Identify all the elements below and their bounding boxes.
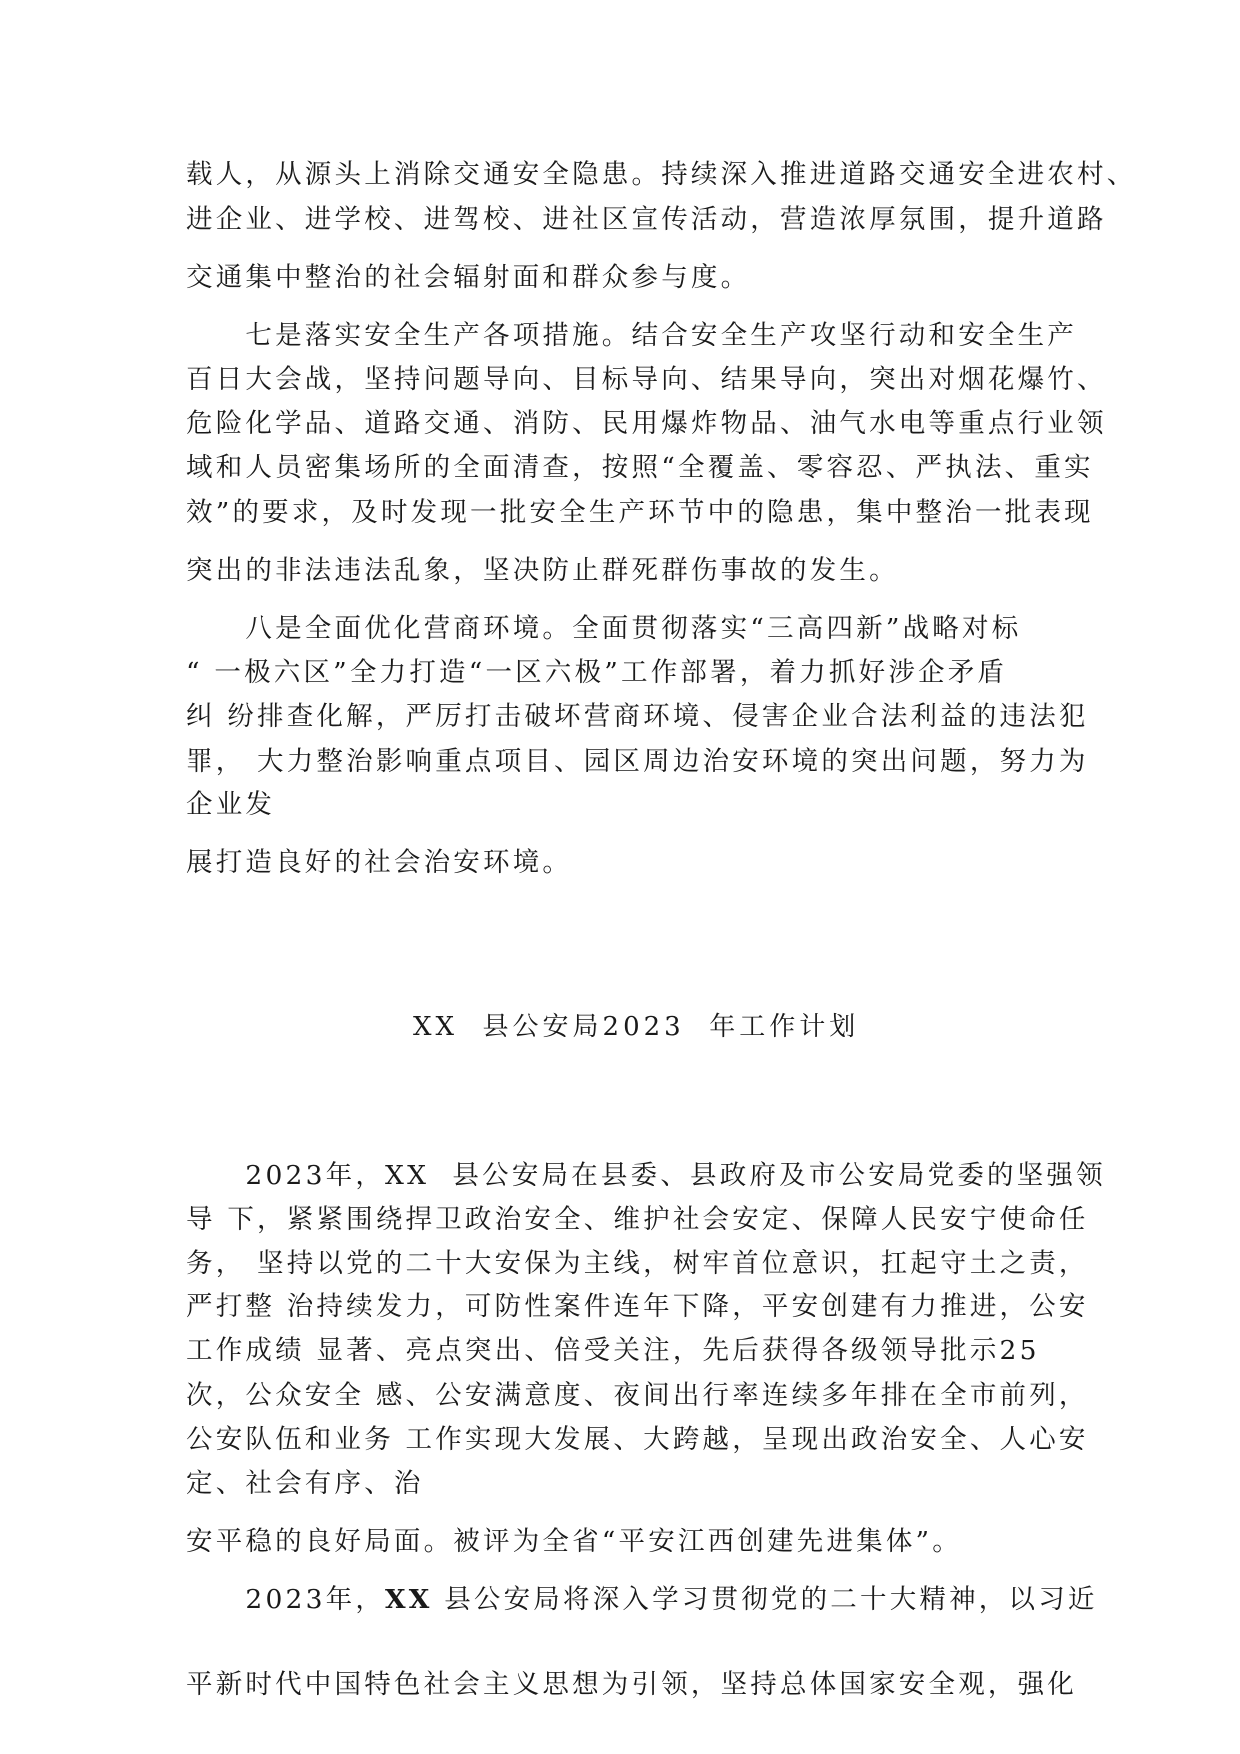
paragraph-line: 定、社会有序、治	[186, 1468, 424, 1499]
paragraph-line: 企业发	[186, 789, 276, 820]
paragraph-line: 平新时代中国特色社会主义思想为引领，坚持总体国家安全观，强化	[186, 1669, 1077, 1700]
paragraph-line: 务， 坚持以党的二十大安保为主线，树牢首位意识，扛起守土之责，	[186, 1248, 1089, 1279]
paragraph-line: 纠 纷排查化解，严厉打击破坏营商环境、侵害企业合法利益的违法犯	[186, 701, 1089, 732]
paragraph-line: 八是全面优化营商环境。全面贯彻落实“三高四新”战略对标	[186, 613, 1022, 644]
paragraph-line: 危险化学品、道路交通、消防、民用爆炸物品、油气水电等重点行业领	[186, 408, 1107, 439]
paragraph-line: 域和人员密集场所的全面清查，按照“全覆盖、零容忍、严执法、重实	[186, 452, 1094, 483]
paragraph-line: 工作成绩 显著、亮点突出、倍受关注，先后获得各级领导批示25	[186, 1335, 1040, 1366]
paragraph-line: 2023年，XX 县公安局在县委、县政府及市公安局党委的坚强领	[186, 1160, 1106, 1191]
paragraph-line: “ 一极六区”全力打造“一区六极”工作部署，着力抓好涉企矛盾	[186, 657, 1008, 688]
line-segment: 2023年，	[186, 1584, 386, 1615]
county-name-bold: XX	[385, 1584, 433, 1615]
paragraph-line: 进企业、进学校、进驾校、进社区宣传活动，营造浓厚氛围，提升道路	[186, 204, 1107, 235]
paragraph-line: 导 下，紧紧围绕捍卫政治安全、维护社会安定、保障人民安宁使命任	[186, 1204, 1089, 1235]
paragraph-line: 严打整 治持续发力，可防性案件连年下降，平安创建有力推进，公安	[186, 1291, 1089, 1322]
paragraph-line: 罪， 大力整治影响重点项目、园区周边治安环境的突出问题，努力为	[186, 746, 1089, 777]
paragraph-line: 公安队伍和业务 工作实现大发展、大跨越，呈现出政治安全、人心安	[186, 1424, 1089, 1455]
line-segment: 县公安局将深入学习贯彻党的二十大精神，以习近	[432, 1584, 1098, 1615]
paragraph-line: 交通集中整治的社会辐射面和群众参与度。	[186, 262, 751, 293]
paragraph-line: 次，公众安全 感、公安满意度、夜间出行率连续多年排在全市前列，	[186, 1380, 1089, 1411]
paragraph-line: 安平稳的良好局面。被评为全省“平安江西创建先进集体”。	[186, 1526, 962, 1557]
paragraph-line: 百日大会战，坚持问题导向、目标导向、结果导向，突出对烟花爆竹、	[186, 364, 1107, 395]
paragraph-line	[186, 1584, 1098, 1615]
paragraph-line: 七是落实安全生产各项措施。结合安全生产攻坚行动和安全生产	[186, 320, 1077, 351]
paragraph-line: 突出的非法违法乱象，坚决防止群死群伤事故的发生。	[186, 555, 899, 586]
paragraph-line: 效”的要求，及时发现一批安全生产环节中的隐患，集中整治一批表现	[186, 497, 1094, 528]
paragraph-line: 展打造良好的社会治安环境。	[186, 847, 573, 878]
page-title: XX 县公安局2023 年工作计划	[413, 1012, 860, 1042]
paragraph-line: 载人，从源头上消除交通安全隐患。持续深入推进道路交通安全进农村、	[186, 159, 1137, 190]
